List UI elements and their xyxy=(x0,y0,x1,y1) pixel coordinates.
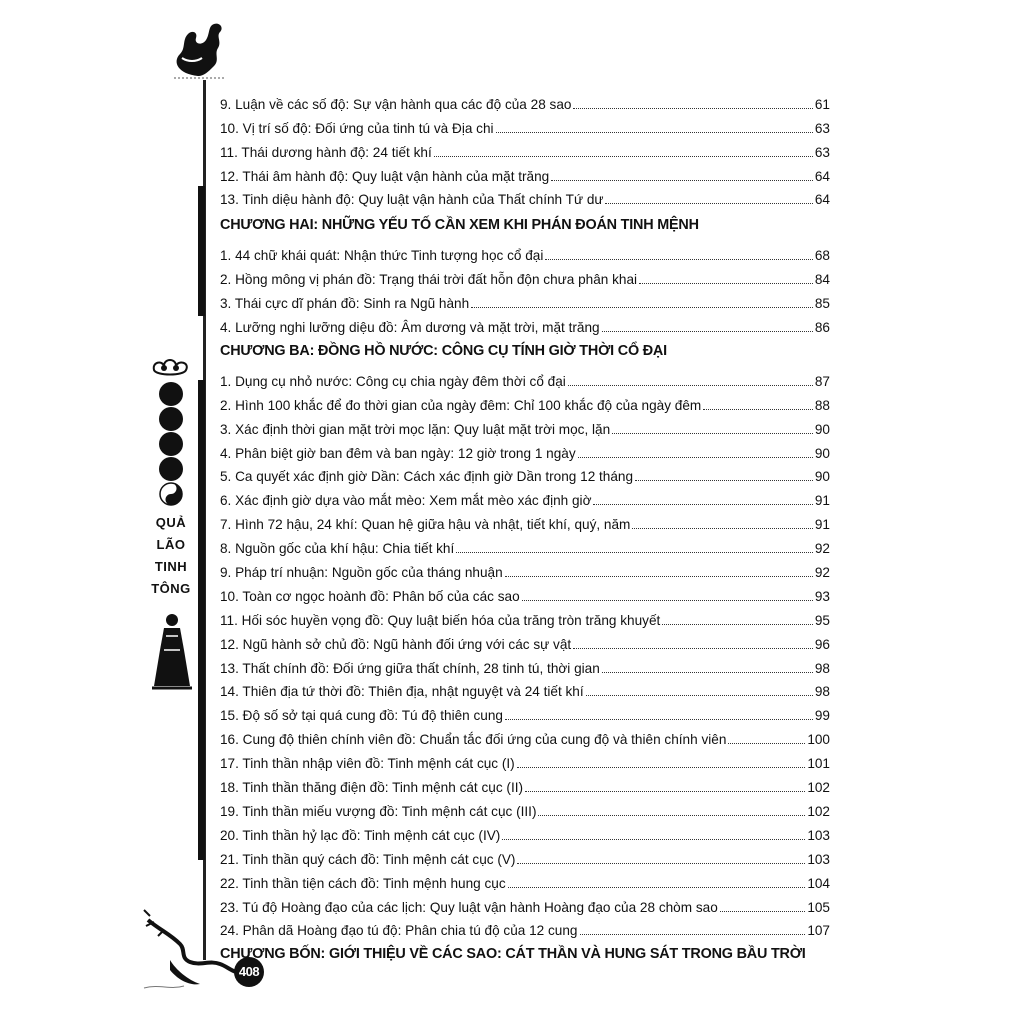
toc-entry-page: 96 xyxy=(814,636,830,652)
toc-entry xyxy=(220,438,830,462)
toc-entry-page: 105 xyxy=(807,899,830,915)
dot-icon xyxy=(159,457,183,481)
chapter-heading: CHƯƠNG BA: ĐỒNG HỒ NƯỚC: CÔNG CỤ TÍNH GIỜ THỜI CỔ ĐẠI xyxy=(220,343,667,360)
dot-leader xyxy=(573,648,813,649)
dot-leader xyxy=(471,307,813,308)
toc-entry-title: 2. Hình 100 khắc để đo thời gian của ngày đêm: Chỉ 100 khắc độ của ngày đêm xyxy=(220,397,702,413)
toc-entry-page: 100 xyxy=(807,732,830,748)
toc-entry-page: 61 xyxy=(814,96,830,112)
toc-entry-title: 20. Tinh thần hỷ lạc đồ: Tinh mệnh cát cục (IV) xyxy=(220,827,501,843)
toc-entry-page: 87 xyxy=(814,373,830,389)
dot-leader xyxy=(662,624,813,625)
toc-entry xyxy=(220,557,830,581)
toc-entry-page: 90 xyxy=(814,421,830,437)
toc-entry-title: 4. Phân biệt giờ ban đêm và ban ngày: 12 giờ trong 1 ngày xyxy=(220,445,576,461)
toc-entry-page: 63 xyxy=(814,120,830,136)
dot-leader xyxy=(551,180,813,181)
dot-leader xyxy=(580,934,806,935)
dot-leader xyxy=(632,528,812,529)
toc-entry xyxy=(220,581,830,605)
toc-entry-page: 103 xyxy=(807,851,830,867)
dot-leader xyxy=(573,108,812,109)
toc-entry-title: 21. Tinh thần quý cách đồ: Tinh mệnh cát cục (V) xyxy=(220,851,516,867)
toc-entry-page: 95 xyxy=(814,612,830,628)
toc-group xyxy=(220,240,830,336)
dot-leader xyxy=(703,409,813,410)
toc-entry xyxy=(220,366,830,390)
toc-entry-title: 10. Vị trí số độ: Đối ứng của tinh tú và Địa chi xyxy=(220,120,494,136)
toc-entry xyxy=(220,916,830,940)
toc-entry xyxy=(220,185,830,209)
toc-entry xyxy=(220,312,830,336)
toc-entry xyxy=(220,820,830,844)
toc-entry-title: 9. Luận về các số độ: Sự vận hành qua các độ của 28 sao xyxy=(220,96,572,112)
toc-entry-title: 13. Tinh diệu hành độ: Quy luật vận hành của Thất chính Tứ dư xyxy=(220,192,604,208)
toc-entry-title: 7. Hình 72 hậu, 24 khí: Quan hệ giữa hậu và nhật, tiết khí, quý, năm xyxy=(220,517,631,533)
dot-leader xyxy=(720,911,806,912)
toc-entry-title: 14. Thiên địa tứ thời đồ: Thiên địa, nhật nguyệt và 24 tiết khí xyxy=(220,684,584,700)
toc-entry xyxy=(220,772,830,796)
dot-leader xyxy=(522,600,813,601)
dot-leader xyxy=(578,457,813,458)
toc-entry-title: 19. Tinh thần miếu vượng đồ: Tinh mệnh cát cục (III) xyxy=(220,803,537,819)
dot-leader xyxy=(456,552,813,553)
dot-leader xyxy=(639,283,813,284)
toc-entry-page: 102 xyxy=(807,780,830,796)
dot-leader xyxy=(538,815,805,816)
toc-entry xyxy=(220,605,830,629)
toc-entry-page: 91 xyxy=(814,493,830,509)
dot-leader xyxy=(505,719,813,720)
toc-entry-page: 86 xyxy=(814,320,830,336)
page-number: 408 xyxy=(234,957,264,987)
toc-entry xyxy=(220,700,830,724)
dot-leader xyxy=(602,331,813,332)
toc-entry xyxy=(220,724,830,748)
table-of-contents xyxy=(220,89,830,969)
toc-entry xyxy=(220,485,830,509)
toc-entry-page: 63 xyxy=(814,144,830,160)
toc-group xyxy=(220,366,830,939)
dot-icon xyxy=(159,382,183,406)
toc-entry-title: 24. Phân dã Hoàng đạo tú độ: Phân chia tú độ của 12 cung xyxy=(220,923,578,939)
dot-leader xyxy=(517,863,805,864)
chapter-heading: CHƯƠNG HAI: NHỮNG YẾU TỐ CẦN XEM KHI PHÁN ĐOÁN TINH MỆNH xyxy=(220,217,699,234)
toc-entry-page: 102 xyxy=(807,803,830,819)
toc-entry-title: 3. Thái cực dĩ phán đồ: Sinh ra Ngũ hành xyxy=(220,296,470,312)
toc-entry xyxy=(220,240,830,264)
dot-leader xyxy=(502,839,805,840)
toc-entry-title: 8. Nguồn gốc của khí hậu: Chia tiết khí xyxy=(220,541,455,557)
toc-entry-page: 103 xyxy=(807,827,830,843)
toc-entry-page: 92 xyxy=(814,541,830,557)
toc-entry xyxy=(220,868,830,892)
toc-entry-page: 64 xyxy=(814,192,830,208)
yin-yang-icon xyxy=(159,482,183,506)
toc-entry-title: 1. Dụng cụ nhỏ nước: Công cụ chia ngày đêm thời cổ đại xyxy=(220,373,566,389)
cloud-ornament-icon xyxy=(150,352,194,380)
toc-entry-title: 12. Ngũ hành sở chủ đồ: Ngũ hành đối ứng với các sự vật xyxy=(220,636,572,652)
toc-entry-title: 12. Thái âm hành độ: Quy luật vận hành của mặt trăng xyxy=(220,168,550,184)
side-book-title xyxy=(146,512,196,600)
dot-leader xyxy=(728,743,805,744)
toc-entry xyxy=(220,748,830,772)
toc-entry-page: 104 xyxy=(807,875,830,891)
toc-entry-page: 99 xyxy=(814,708,830,724)
toc-entry-title: 11. Hối sóc huyền vọng đồ: Quy luật biến hóa của trăng tròn trăng khuyết xyxy=(220,612,661,628)
dot-icon xyxy=(159,432,183,456)
toc-entry-title: 11. Thái dương hành độ: 24 tiết khí xyxy=(220,144,432,160)
dot-leader xyxy=(545,259,812,260)
toc-entry xyxy=(220,653,830,677)
dot-leader xyxy=(434,156,813,157)
toc-entry xyxy=(220,390,830,414)
toc-entry-title: 4. Lưỡng nghi lưỡng diệu đồ: Âm dương và mặt trời, mặt trăng xyxy=(220,320,600,336)
toc-entry-title: 15. Độ số sở tại quá cung đồ: Tú độ thiên cung xyxy=(220,708,503,724)
toc-entry-page: 68 xyxy=(814,248,830,264)
toc-entry xyxy=(220,629,830,653)
dot-leader xyxy=(602,672,813,673)
dot-leader xyxy=(593,504,812,505)
toc-entry-title: 3. Xác định thời gian mặt trời mọc lặn: Quy luật mặt trời mọc, lặn xyxy=(220,421,611,437)
dot-leader xyxy=(586,695,813,696)
toc-entry-title: 16. Cung độ thiên chính viên đồ: Chuẩn tắc đối ứng của cung độ và thiên chính viên xyxy=(220,732,727,748)
toc-entry-page: 84 xyxy=(814,272,830,288)
toc-entry-title: 13. Thất chính đồ: Đối ứng giữa thất chính, 28 tinh tú, thời gian xyxy=(220,660,600,676)
toc-entry-title: 23. Tú độ Hoàng đạo của các lịch: Quy luật vận hành Hoàng đạo của 28 chòm sao xyxy=(220,899,718,915)
toc-entry-page: 98 xyxy=(814,660,830,676)
spine-bar xyxy=(198,186,205,316)
toc-entry-page: 107 xyxy=(807,923,830,939)
toc-entry xyxy=(220,264,830,288)
dot-leader xyxy=(508,887,806,888)
toc-group xyxy=(220,89,830,208)
dot-leader xyxy=(517,767,806,768)
dot-leader xyxy=(496,132,813,133)
toc-entry xyxy=(220,892,830,916)
toc-entry xyxy=(220,288,830,312)
toc-entry xyxy=(220,796,830,820)
dot-leader xyxy=(505,576,813,577)
toc-entry-title: 17. Tinh thần nhập viên đồ: Tinh mệnh cát cục (I) xyxy=(220,756,515,772)
chapter-heading: CHƯƠNG BỐN: GIỚI THIỆU VỀ CÁC SAO: CÁT THẦN VÀ HUNG SÁT TRONG BẦU TRỜI xyxy=(220,946,806,963)
toc-entry-page: 91 xyxy=(814,517,830,533)
dot-leader xyxy=(635,480,813,481)
toc-entry xyxy=(220,414,830,438)
toc-entry xyxy=(220,113,830,137)
toc-entry-page: 85 xyxy=(814,296,830,312)
dot-leader xyxy=(612,433,813,434)
toc-entry-title: 10. Toàn cơ ngọc hoành đồ: Phân bố của các sao xyxy=(220,588,520,604)
toc-entry-title: 2. Hồng mông vị phán đồ: Trạng thái trời đất hỗn độn chưa phân khai xyxy=(220,272,638,288)
toc-entry xyxy=(220,137,830,161)
toc-entry-page: 90 xyxy=(814,469,830,485)
toc-entry xyxy=(220,462,830,486)
toc-entry-page: 90 xyxy=(814,445,830,461)
toc-entry-title: 5. Ca quyết xác định giờ Dần: Cách xác định giờ Dần trong 12 tháng xyxy=(220,469,634,485)
dot-leader xyxy=(568,385,813,386)
side-title-line: LÃO xyxy=(156,537,186,552)
toc-entry xyxy=(220,533,830,557)
toc-entry xyxy=(220,89,830,113)
toc-entry xyxy=(220,509,830,533)
toc-entry xyxy=(220,677,830,701)
spine-bar xyxy=(198,380,205,860)
toc-entry-page: 98 xyxy=(814,684,830,700)
scholar-figure-icon xyxy=(150,610,194,692)
side-title-line: TINH xyxy=(154,559,188,574)
toc-entry xyxy=(220,844,830,868)
toc-entry-title: 1. 44 chữ khái quát: Nhận thức Tinh tượng học cổ đại xyxy=(220,248,544,264)
toc-entry-page: 64 xyxy=(814,168,830,184)
toc-entry-title: 6. Xác định giờ dựa vào mắt mèo: Xem mắt mèo xác định giờ xyxy=(220,493,592,509)
toc-entry-title: 22. Tinh thần tiện cách đồ: Tinh mệnh hung cục xyxy=(220,875,506,891)
dragon-ornament-icon xyxy=(168,18,230,82)
dot-leader xyxy=(525,791,805,792)
toc-entry-page: 88 xyxy=(814,397,830,413)
toc-entry-page: 92 xyxy=(814,565,830,581)
dot-icon xyxy=(159,407,183,431)
toc-entry xyxy=(220,161,830,185)
toc-entry-title: 18. Tinh thần thăng điện đồ: Tinh mệnh cát cục (II) xyxy=(220,780,524,796)
dot-leader xyxy=(605,203,812,204)
toc-entry-page: 101 xyxy=(807,756,830,772)
toc-entry-page: 93 xyxy=(814,588,830,604)
side-title-line: QUẢ xyxy=(155,515,187,530)
toc-entry-title: 9. Pháp trí nhuận: Nguồn gốc của tháng nhuận xyxy=(220,565,503,581)
side-title-line: TÔNG xyxy=(151,581,191,596)
